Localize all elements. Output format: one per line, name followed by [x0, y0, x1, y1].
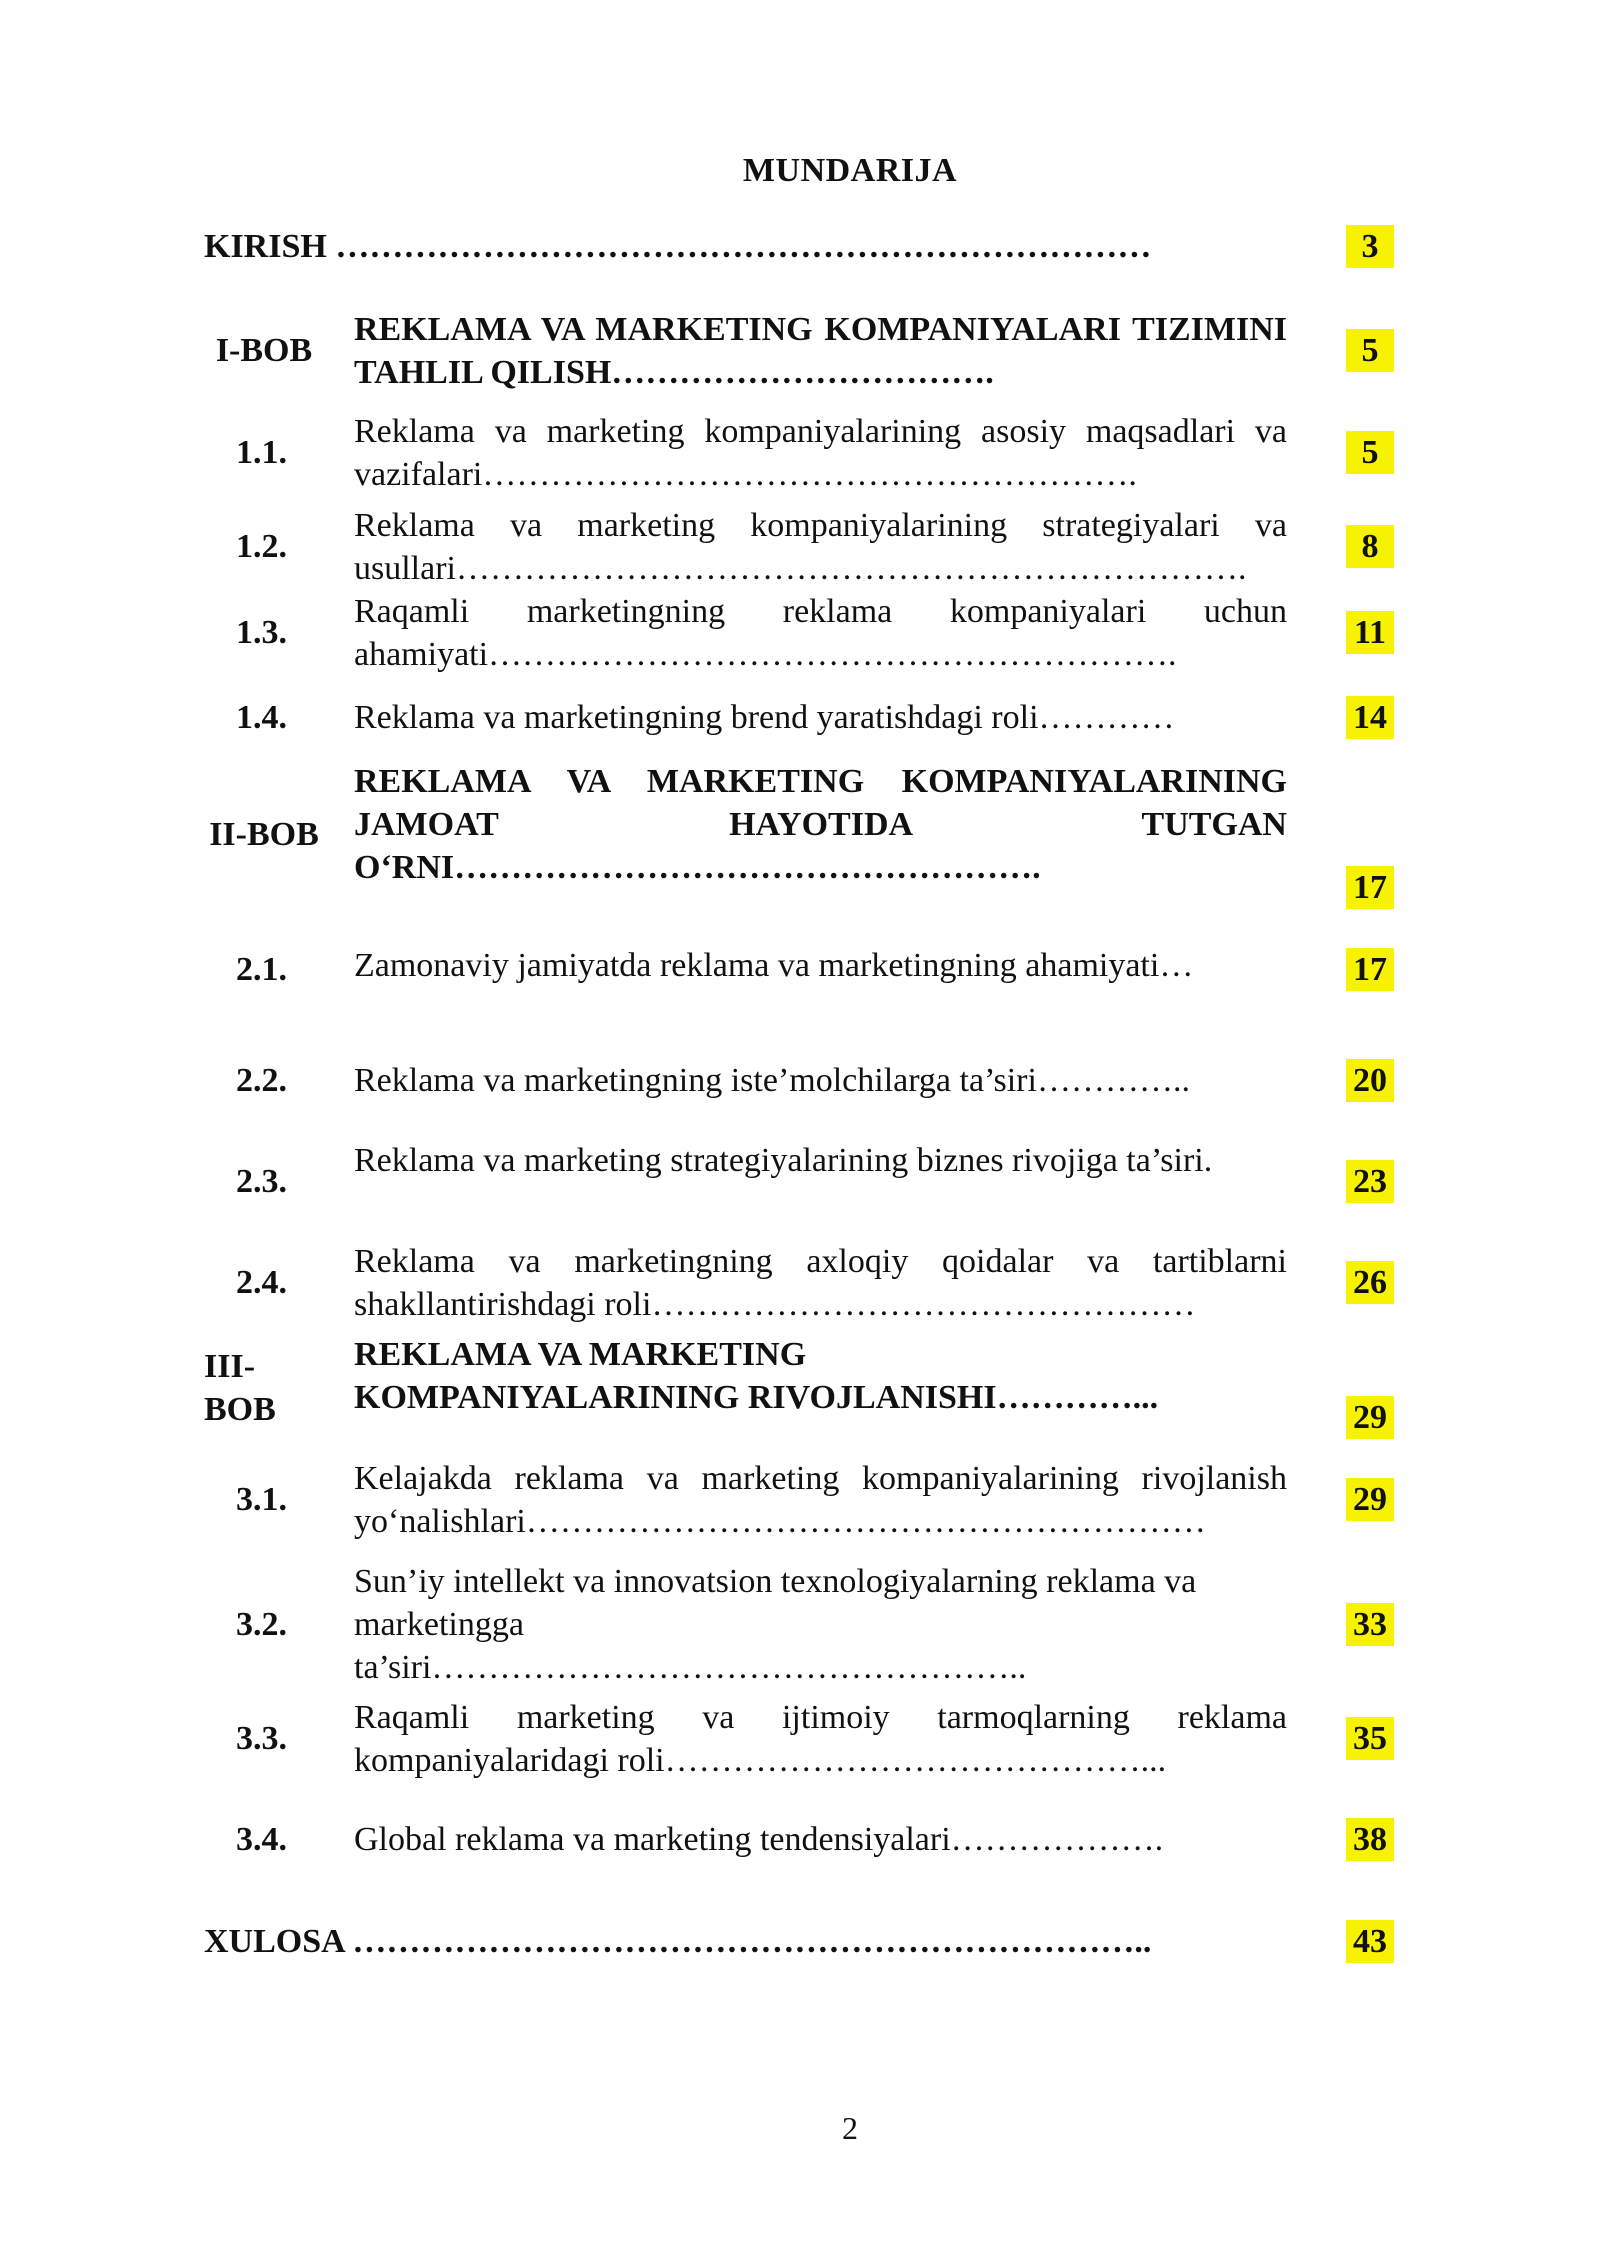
toc-label: 3.1.	[236, 1481, 287, 1518]
toc-title: REKLAMA VA MARKETING KOMPANIYALARI TIZIMINI TAHLIL QILISH…………………………….	[354, 311, 1287, 391]
toc-title: KIRISH ………………………………………………………………	[204, 228, 1152, 265]
toc-title: KOMPANIYALARINING RIVOJLANISHI…………...	[354, 1379, 1159, 1416]
toc-title: Raqamli marketing va ijtimoiy tarmoqlarning reklama kompaniyalaridagi roli……………………………………...	[354, 1699, 1287, 1779]
toc-title: Reklama va marketing strategiyalarining biznes rivojiga ta’siri.	[354, 1142, 1213, 1179]
toc-label: 3.2.	[236, 1606, 287, 1643]
toc-title: Global reklama va marketing tendensiyalari……………….	[354, 1821, 1164, 1858]
toc-title: Sun’iy intellekt va innovatsion texnologiyalarning reklama va	[354, 1563, 1197, 1600]
toc-page-number: 26	[1346, 1261, 1394, 1304]
toc-title: Reklama va marketingning axloqiy qoidalar va tartiblarni shakllantirishdagi roli…………………………………………	[354, 1243, 1287, 1323]
toc-title: REKLAMA VA MARKETING KOMPANIYALARINING JAMOAT HAYOTIDA TUTGAN O‘RNI…………………………………………….	[354, 763, 1287, 886]
toc-title: XULOSA ……………………………………………………………..	[204, 1923, 1152, 1960]
page-title: MUNDARIJA	[742, 152, 958, 189]
toc-title: Zamonaviy jamiyatda reklama va marketingning ahamiyati…	[354, 947, 1194, 984]
toc-label: 2.3.	[236, 1163, 287, 1200]
toc-title: Reklama va marketingning brend yaratishdagi roli…………	[354, 699, 1175, 736]
toc-page-number: 5	[1346, 329, 1394, 372]
toc-label: II-BOB	[209, 816, 319, 853]
toc-page-number: 3	[1346, 225, 1394, 268]
toc-page-number: 5	[1346, 431, 1394, 474]
toc-page-number: 35	[1346, 1717, 1394, 1760]
toc-title: Kelajakda reklama va marketing kompaniyalarining rivojlanish yo‘nalishlari……………………………………………………	[354, 1460, 1287, 1540]
toc-label: 1.1.	[236, 434, 287, 471]
toc-title: marketingga	[354, 1606, 524, 1643]
toc-title: Raqamli marketingning reklama kompaniyalari uchun ahamiyati…………………………………………………….	[354, 593, 1287, 673]
toc-page-number: 38	[1346, 1818, 1394, 1861]
toc-label: 2.1.	[236, 951, 287, 988]
toc-label: 3.3.	[236, 1720, 287, 1757]
toc-page-number: 29	[1346, 1396, 1394, 1439]
page-number: 2	[842, 2110, 858, 2146]
toc-title: REKLAMA VA MARKETING	[354, 1336, 807, 1373]
toc-title: Reklama va marketingning iste’molchilarga ta’siri…………..	[354, 1062, 1190, 1099]
toc-page-number: 43	[1346, 1920, 1394, 1963]
toc-page-number: 17	[1346, 948, 1394, 991]
toc-title: Reklama va marketing kompaniyalarining strategiyalari va usullari…………………………………………………………….	[354, 507, 1287, 587]
toc-title: Reklama va marketing kompaniyalarining asosiy maqsadlari va vazifalari………………………………………………….	[354, 413, 1287, 493]
toc-page-number: 29	[1346, 1478, 1394, 1521]
toc-label: 2.2.	[236, 1062, 287, 1099]
toc-label: 1.2.	[236, 528, 287, 565]
toc-page-number: 14	[1346, 696, 1394, 739]
toc-page-number: 11	[1346, 611, 1394, 654]
toc-label: I-BOB	[215, 332, 313, 369]
toc-label: 2.4.	[236, 1264, 287, 1301]
toc-label: III-	[204, 1348, 256, 1385]
toc-label: BOB	[204, 1391, 276, 1428]
toc-title: ta’siri……………………………………………..	[354, 1649, 1027, 1686]
toc-page-number: 23	[1346, 1160, 1394, 1203]
toc-page-number: 17	[1346, 866, 1394, 909]
toc-page-number: 20	[1346, 1059, 1394, 1102]
toc-page-number: 33	[1346, 1603, 1394, 1646]
toc-label: 1.4.	[236, 699, 287, 736]
toc-page-number: 8	[1346, 525, 1394, 568]
toc-label: 1.3.	[236, 614, 287, 651]
toc-label: 3.4.	[236, 1821, 287, 1858]
